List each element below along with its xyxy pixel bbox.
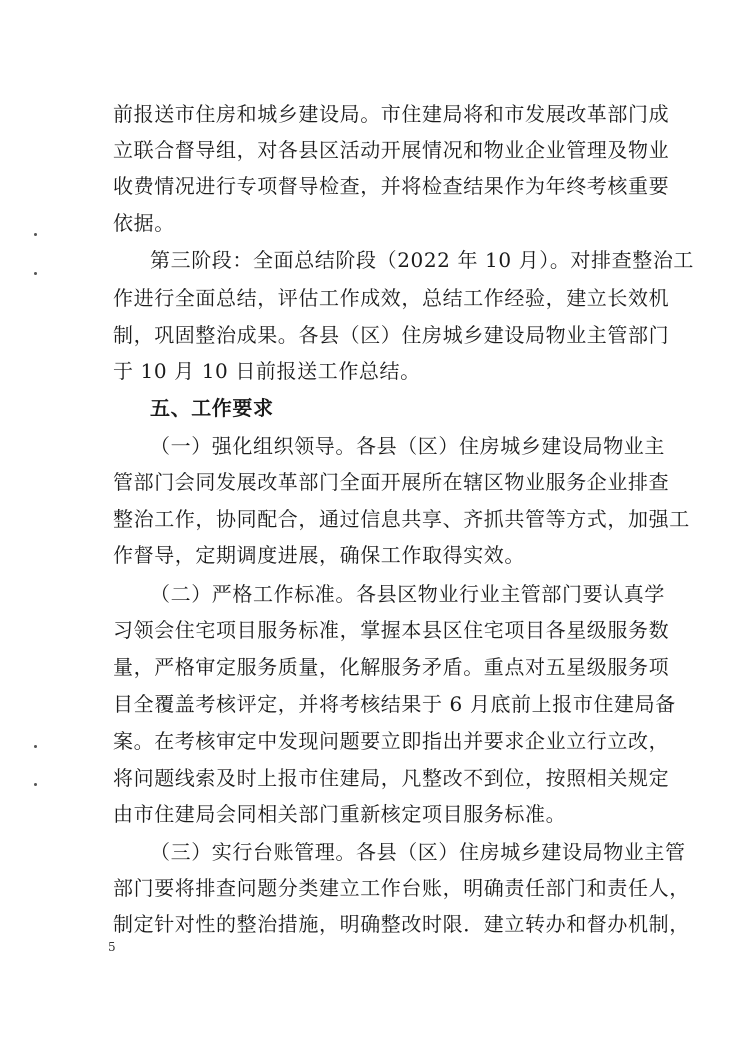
body-line: 习领会住宅项目服务标准，掌握本县区住宅项目各星级服务数 (113, 618, 670, 642)
section-heading: 五、工作要求 (150, 396, 274, 420)
body-line: （三）实行台账管理。各县（区）住房城乡建设局物业主管 (150, 840, 686, 864)
body-line: 部门要将排查问题分类建立工作台账，明确责任部门和责任人， (113, 876, 690, 900)
body-line: 作督导，定期调度进展，确保工作取得实效。 (113, 543, 525, 567)
page-number: 5 (108, 940, 116, 954)
body-line: （一）强化组织领导。各县（区）住房城乡建设局物业主 (150, 434, 665, 458)
body-line: 目全覆盖考核评定，并将考核结果于 6 月底前上报市住建局备 (113, 692, 676, 716)
body-line: 作进行全面总结，评估工作成效，总结工作经验，建立长效机 (113, 286, 670, 310)
body-line: 依据。 (113, 211, 175, 235)
body-line: （二）严格工作标准。各县区物业行业主管部门要认真学 (150, 582, 665, 606)
body-line: 前报送市住房和城乡建设局。市住建局将和市发展改革部门成 (113, 102, 670, 126)
body-line: 管部门会同发展改革部门全面开展所在辖区物业服务企业排查 (113, 470, 670, 494)
margin-mark (34, 745, 37, 748)
body-line: 量，严格审定服务质量，化解服务矛盾。重点对五星级服务项 (113, 655, 670, 679)
body-line: 于 10 月 10 日前报送工作总结。 (113, 359, 421, 383)
body-line: 立联合督导组，对各县区活动开展情况和物业企业管理及物业 (113, 138, 670, 162)
body-line: 收费情况进行专项督导检查，并将检查结果作为年终考核重要 (113, 174, 670, 198)
margin-mark (34, 783, 37, 786)
margin-mark (34, 272, 37, 275)
body-line: 案。在考核审定中发现问题要立即指出并要求企业立行立改， (113, 729, 670, 753)
body-line: 由市住建局会同相关部门重新核定项目服务标准。 (113, 802, 567, 826)
body-line: 制，巩固整治成果。各县（区）住房城乡建设局物业主管部门 (113, 323, 670, 347)
body-line: 将问题线索及时上报市住建局，凡整改不到位，按照相关规定 (113, 766, 670, 790)
body-line: 整治工作，协同配合，通过信息共享、齐抓共管等方式，加强工 (113, 507, 690, 531)
margin-mark (34, 233, 37, 236)
body-line: 第三阶段：全面总结阶段（2022 年 10 月）。对排查整治工 (150, 248, 695, 272)
body-line: 制定针对性的整治措施，明确整改时限．建立转办和督办机制， (113, 912, 690, 936)
